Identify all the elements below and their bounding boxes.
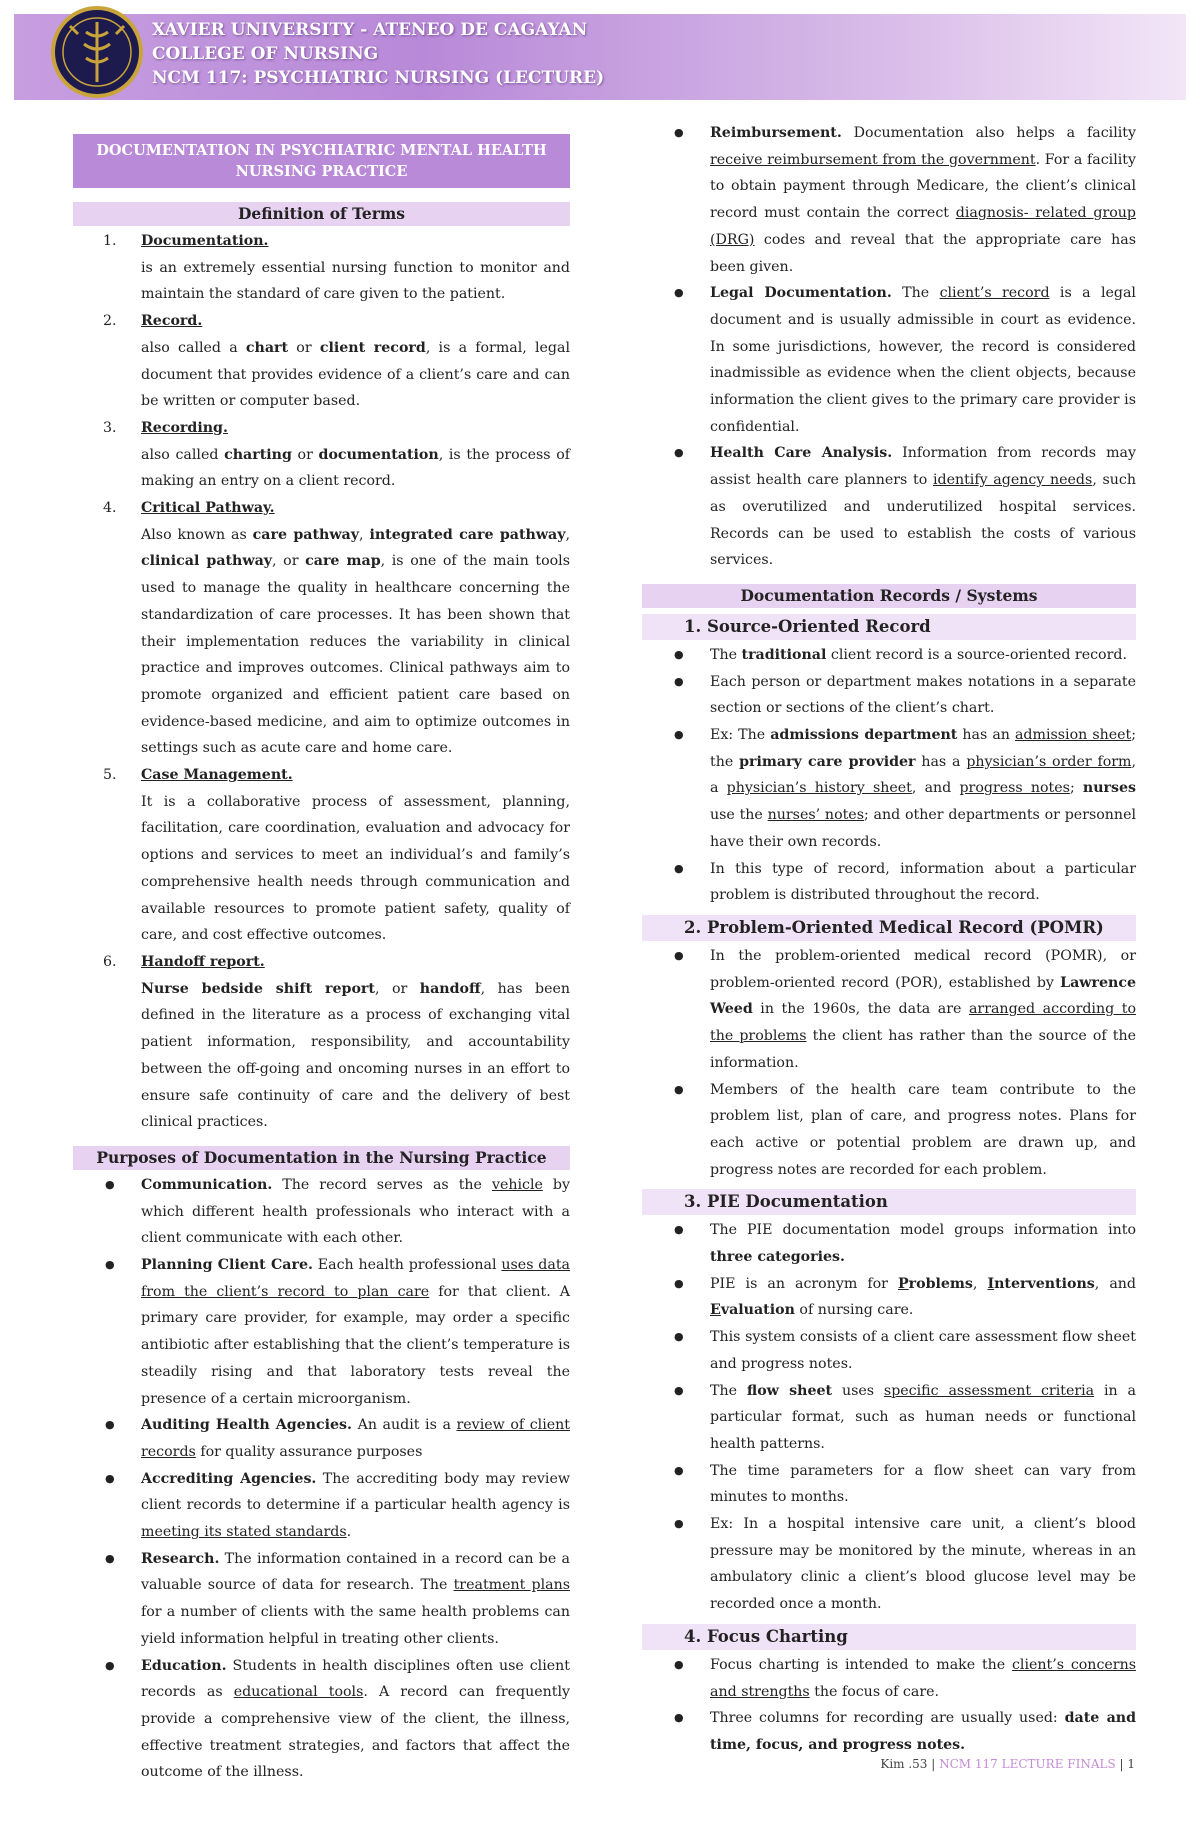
term-item: 1. Documentation. is an extremely essential nursing function to monitor and maintain the standard of care given to the patient. bbox=[73, 228, 570, 308]
term-title: Recording. bbox=[141, 419, 228, 436]
term-definition: also called a chart or client record, is a formal, legal document that provides evidence of a client’s care and can be written or computer based. bbox=[141, 339, 571, 410]
source-oriented-list bbox=[642, 642, 1136, 909]
header-college: COLLEGE OF NURSING bbox=[152, 44, 379, 64]
university-seal-icon bbox=[50, 4, 144, 100]
term-item: 2. Record. also called a chart or client record, is a formal, legal document that provides evidence of a client’s care and can be written or computer based. bbox=[73, 308, 570, 415]
subsection-source-oriented: 1. Source-Oriented Record bbox=[642, 614, 1136, 640]
footer-author: Kim .53 bbox=[880, 1757, 928, 1771]
list-item: ● Education. Students in health disciplines often use client records as educational tools. A record can frequently provide a comprehensive view of the client, the illness, effective treatment strategies, and factors that affect the outcome of the illness. bbox=[73, 1653, 570, 1787]
list-item: ● Research. The information contained in a record can be a valuable source of data for research. The treatment plans for a number of clients with the same health problems can yield information helpful in treating other clients. bbox=[73, 1546, 570, 1653]
list-item: ● The PIE documentation model groups information into three categories. bbox=[642, 1217, 1136, 1270]
term-definition: is an extremely essential nursing function to monitor and maintain the standard of care given to the patient. bbox=[141, 259, 570, 303]
subsection-focus-charting: 4. Focus Charting bbox=[642, 1624, 1136, 1650]
term-definition: Nurse bedside shift report, or handoff, has been defined in the literature as a process of exchanging vital patient information, responsibility, and accountability between the off-going and oncoming nurses in an effort to ensure safe continuity of care and the delivery of best clinical practices. bbox=[141, 980, 571, 1131]
list-item: ● The time parameters for a flow sheet can vary from minutes to months. bbox=[642, 1458, 1136, 1511]
term-item: 5. Case Management. It is a collaborative process of assessment, planning, facilitation, care coordination, evaluation and advocacy for options and services to meet an individual’s and family’s comprehensive health needs through communication and available resources to promote patient safety, quality of care, and cost effective outcomes. bbox=[73, 762, 570, 949]
list-item: ● Accrediting Agencies. The accrediting body may review client records to determine if a particular health agency is meeting its stated standards. bbox=[73, 1466, 570, 1546]
purposes-heading: Purposes of Documentation in the Nursing Practice bbox=[73, 1146, 570, 1170]
term-title: Documentation. bbox=[141, 233, 269, 249]
list-item: ● Each person or department makes notations in a separate section or sections of the client’s chart. bbox=[642, 669, 1136, 722]
pie-list bbox=[642, 1217, 1136, 1618]
term-definition: Also known as care pathway, integrated care pathway, clinical pathway, or care map, is one of the main tools used to manage the quality in healthcare concerning the standardization of care processes. It has been shown that their implementation reduces the variability in clinical practice and improves outcomes. Clinical pathways aim to promote organized and efficient patient care based on evidence-based medicine, and aim to optimize outcomes in settings such as acute care and home care. bbox=[141, 526, 570, 757]
list-item: ● This system consists of a client care assessment flow sheet and progress notes. bbox=[642, 1324, 1136, 1377]
list-item: ● Communication. The record serves as the vehicle by which different health professionals who interact with a client communicate with each other. bbox=[73, 1172, 570, 1252]
document-title: DOCUMENTATION IN PSYCHIATRIC MENTAL HEALTH NURSING PRACTICE bbox=[73, 134, 570, 188]
list-item: ● Members of the health care team contribute to the problem list, plan of care, and progress notes. Plans for each active or potential problem are drawn up, and progress notes are recorded for each problem. bbox=[642, 1077, 1136, 1184]
header-course: NCM 117: PSYCHIATRIC NURSING (LECTURE) bbox=[152, 68, 605, 88]
records-heading: Documentation Records / Systems bbox=[642, 584, 1136, 608]
terms-list bbox=[73, 228, 570, 1136]
subsection-pie: 3. PIE Documentation bbox=[642, 1189, 1136, 1215]
term-item: 6. Handoff report. Nurse bedside shift report, or handoff, has been defined in the literature as a process of exchanging vital patient information, responsibility, and accountability between the off-going and oncoming nurses in an effort to ensure safe continuity of care and the delivery of best clinical practices. bbox=[73, 949, 570, 1136]
list-item: ● Reimbursement. Documentation also helps a facility receive reimbursement from the government. For a facility to obtain payment through Medicare, the client’s clinical record must contain the correct diagnosis- related group (DRG) codes and reveal that the appropriate care has been given. bbox=[642, 120, 1136, 280]
list-item: ● Ex: In a hospital intensive care unit, a client’s blood pressure may be monitored by the minute, whereas in an ambulatory clinic a client’s blood glucose level may be recorded once a month. bbox=[642, 1511, 1136, 1618]
right-column bbox=[642, 120, 1136, 1759]
footer-course: NCM 117 LECTURE FINALS bbox=[939, 1757, 1116, 1771]
purposes-list-continued bbox=[642, 120, 1136, 574]
list-item: ● Legal Documentation. The client’s record is a legal document and is usually admissible in court as evidence. In some jurisdictions, however, the record is considered inadmissible as evidence when the client objects, because information the client gives to the primary care provider is confidential. bbox=[642, 280, 1136, 440]
term-title: Handoff report. bbox=[141, 953, 265, 970]
list-item: ● The flow sheet uses specific assessment criteria in a particular format, such as human needs or functional health patterns. bbox=[642, 1378, 1136, 1458]
term-title: Case Management. bbox=[141, 767, 293, 784]
list-item: ● The traditional client record is a source-oriented record. bbox=[642, 642, 1136, 669]
term-definition: It is a collaborative process of assessment, planning, facilitation, care coordination, evaluation and advocacy for options and services to meet an individual’s and family’s comprehensive health needs through communication and available resources to promote patient safety, quality of care, and cost effective outcomes. bbox=[141, 793, 570, 944]
page-number: 1 bbox=[1127, 1757, 1135, 1771]
term-item: 4. Critical Pathway. Also known as care pathway, integrated care pathway, clinical pathway, or care map, is one of the main tools used to manage the quality in healthcare concerning the standardization of care processes. It has been shown that their implementation reduces the variability in clinical practice and improves outcomes. Clinical pathways aim to promote organized and efficient patient care based on evidence-based medicine, and aim to optimize outcomes in settings such as acute care and home care. bbox=[73, 495, 570, 762]
term-item: 3. Recording. also called charting or documentation, is the process of making an entry on a client record. bbox=[73, 415, 570, 495]
focus-charting-list bbox=[642, 1652, 1136, 1759]
term-title: Critical Pathway. bbox=[141, 500, 275, 517]
header-text bbox=[152, 18, 604, 90]
list-item: ● Auditing Health Agencies. An audit is a review of client records for quality assurance purposes bbox=[73, 1412, 570, 1465]
list-item: ● In the problem-oriented medical record (POMR), or problem-oriented record (POR), established by Lawrence Weed in the 1960s, the data are arranged according to the problems the client has rather than the source of the information. bbox=[642, 943, 1136, 1077]
term-title: Record. bbox=[141, 313, 203, 330]
list-item: ● Planning Client Care. Each health professional uses data from the client’s record to plan care for that client. A primary care provider, for example, may order a specific antibiotic after establishing that the client’s temperature is steadily rising and that laboratory tests reveal the presence of a certain microorganism. bbox=[73, 1252, 570, 1412]
list-item: ● Focus charting is intended to make the client’s concerns and strengths the focus of care. bbox=[642, 1652, 1136, 1705]
page-footer: Kim .53 | NCM 117 LECTURE FINALS | 1 bbox=[880, 1757, 1135, 1771]
list-item: ● Ex: The admissions department has an admission sheet; the primary care provider has a physician’s order form, a physician’s history sheet, and progress notes; nurses use the nurses’ notes; and other departments or personnel have their own records. bbox=[642, 722, 1136, 856]
term-definition: also called charting or documentation, is the process of making an entry on a client record. bbox=[141, 446, 571, 490]
header-university: XAVIER UNIVERSITY - ATENEO DE CAGAYAN bbox=[152, 20, 588, 40]
list-item: ● Health Care Analysis. Information from records may assist health care planners to identify agency needs, such as overutilized and underutilized hospital services. Records can be used to establish the costs of various services. bbox=[642, 440, 1136, 574]
list-item: ● PIE is an acronym for Problems, Interventions, and Evaluation of nursing care. bbox=[642, 1271, 1136, 1324]
list-item: ● Three columns for recording are usually used: date and time, focus, and progress notes. bbox=[642, 1705, 1136, 1758]
subsection-pomr: 2. Problem-Oriented Medical Record (POMR) bbox=[642, 915, 1136, 941]
purposes-list bbox=[73, 1172, 570, 1786]
definition-heading: Definition of Terms bbox=[73, 202, 570, 226]
left-column bbox=[73, 128, 570, 1786]
list-item: ● In this type of record, information about a particular problem is distributed throughout the record. bbox=[642, 856, 1136, 909]
pomr-list bbox=[642, 943, 1136, 1183]
